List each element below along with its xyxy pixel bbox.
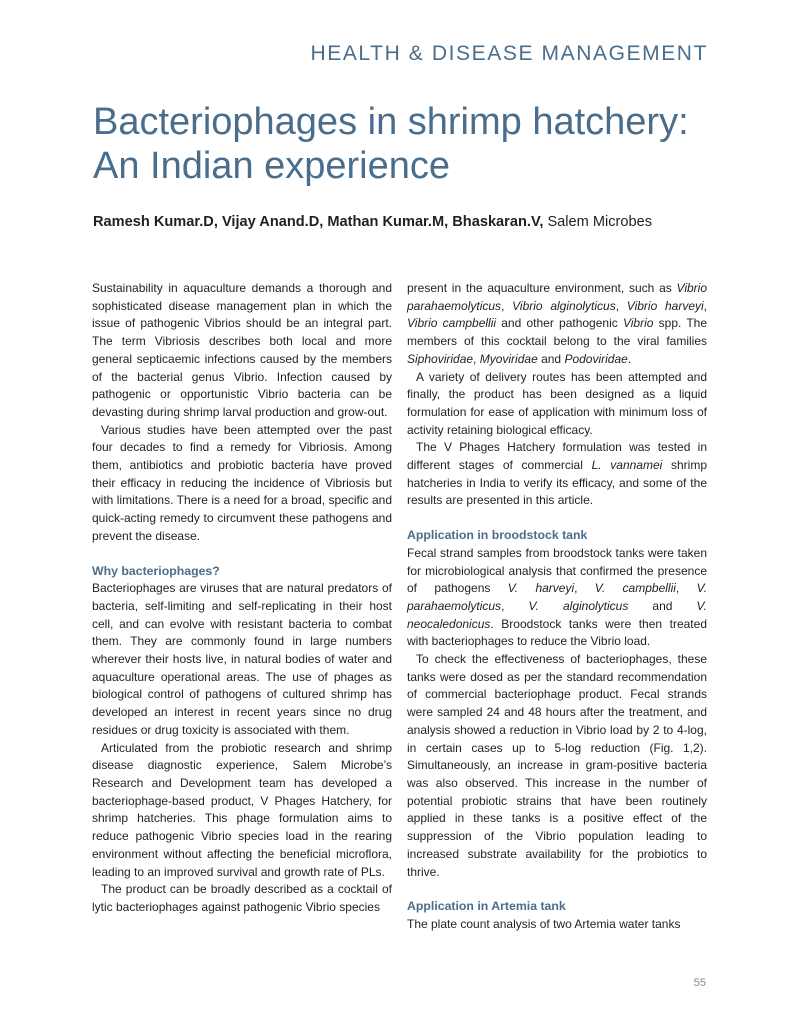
author-line <box>93 214 652 230</box>
paragraph: Sustainability in aquaculture demands a thorough and sophisticated disease management plan in which the issue of pathogenic Vibrios should be an integral part. The term Vibriosis describes both local and more general septicaemic infections caused by the members of the bacterial genus Vibrio. Infection caused by pathogenic or opportunistic Vibrio bacteria can be devasting during shrimp larval production and grow-out. <box>92 281 392 419</box>
right-column <box>407 280 707 934</box>
paragraph: The V Phages Hatchery formulation was tested in different stages of commercial L. vannamei shrimp hatcheries in India to verify its efficacy, and some of the results are presented in this article. <box>407 440 708 508</box>
paragraph: Various studies have been attempted over the past four decades to find a remedy for Vibriosis. Among them, antibiotics and probiotic bacteria have proved their efficacy in reducing the incidence of Vibriosis but with limitations. There is a need for a broad, specific and quick-acting remedy to circumvent these pathogens and prevent the disease. <box>92 422 392 543</box>
section-heading: Application in Artemia tank <box>407 899 566 914</box>
paragraph: The product can be broadly described as a cocktail of lytic bacteriophages against pathogenic Vibrio species <box>92 882 392 914</box>
paragraph: Bacteriophages are viruses that are natural predators of bacteria, self-limiting and self-replicating in their host cell, and can evolve with resistant bacteria to combat them. They are commonly found in large numbers wherever their hosts live, in natural bodies of water and aquaculture operational areas. The use of phages as biological control of pathogens of cultured shrimp has developed an interest in recent years since no drug residues or drug toxicity is associated with them. <box>92 581 392 737</box>
left-column <box>92 280 392 917</box>
page-number: 55 <box>693 977 706 989</box>
author-affiliation: Salem Microbes <box>543 214 653 230</box>
author-names: Ramesh Kumar.D, Vijay Anand.D, Mathan Kumar.M, Bhaskaran.V, <box>93 214 544 230</box>
article-title: Bacteriophages in shrimp hatchery: An Indian experience <box>93 101 689 187</box>
paragraph: A variety of delivery routes has been attempted and finally, the product has been designed as a liquid formulation for ease of application with minimum loss of activity retaining biological efficacy. <box>407 369 707 437</box>
paragraph: Fecal strand samples from broodstock tanks were taken for microbiological analysis that confirmed the presence of pathogens V. harveyi, V. campbellii, V. parahaemolyticus, V. alginolyticus and V. neocaledonicus. Broodstock tanks were then treated with bacteriophages to reduce the Vibrio load. <box>407 545 708 649</box>
paragraph: Articulated from the probiotic research and shrimp disease diagnostic experience, Salem Microbe’s Research and Development team has developed a bacteriophage-based product, V Phages Hatchery, for shrimp hatcheries. This phage formulation aims to reduce pathogenic Vibrio species load in the rearing environment without affecting the beneficial microflora, leading to an improved survival and growth rate of PLs. <box>92 740 392 879</box>
paragraph: The plate count analysis of two Artemia water tanks <box>407 916 681 931</box>
section-label: HEALTH & DISEASE MANAGEMENT <box>310 42 708 65</box>
section-heading: Application in broodstock tank <box>407 528 588 543</box>
section-heading: Why bacteriophages? <box>92 563 220 578</box>
paragraph: present in the aquaculture environment, such as Vibrio parahaemolyticus, Vibrio alginolyticus, Vibrio harveyi, Vibrio campbellii and other pathogenic Vibrio spp. The members of this cocktail belong to the viral families Siphoviridae, Myoviridae and Podoviridae. <box>407 281 708 366</box>
paragraph: To check the effectiveness of bacteriophages, these tanks were dosed as per the standard recommendation of commercial bacteriophage product. Fecal strands were sampled 24 and 48 hours after the treatment, and analysis showed a reduction in Vibrio load by 2 to 4-log, in certain cases up to 5-log reduction (Fig. 1,2). Simultaneously, an increase in gram-positive bacteria was also observed. This increase in the number of potential probiotic strains that have been routinely applied in these tanks is a positive effect of the suppression of the Vibrio population leading to increased substrate availability for the probiotics to thrive. <box>407 652 707 879</box>
